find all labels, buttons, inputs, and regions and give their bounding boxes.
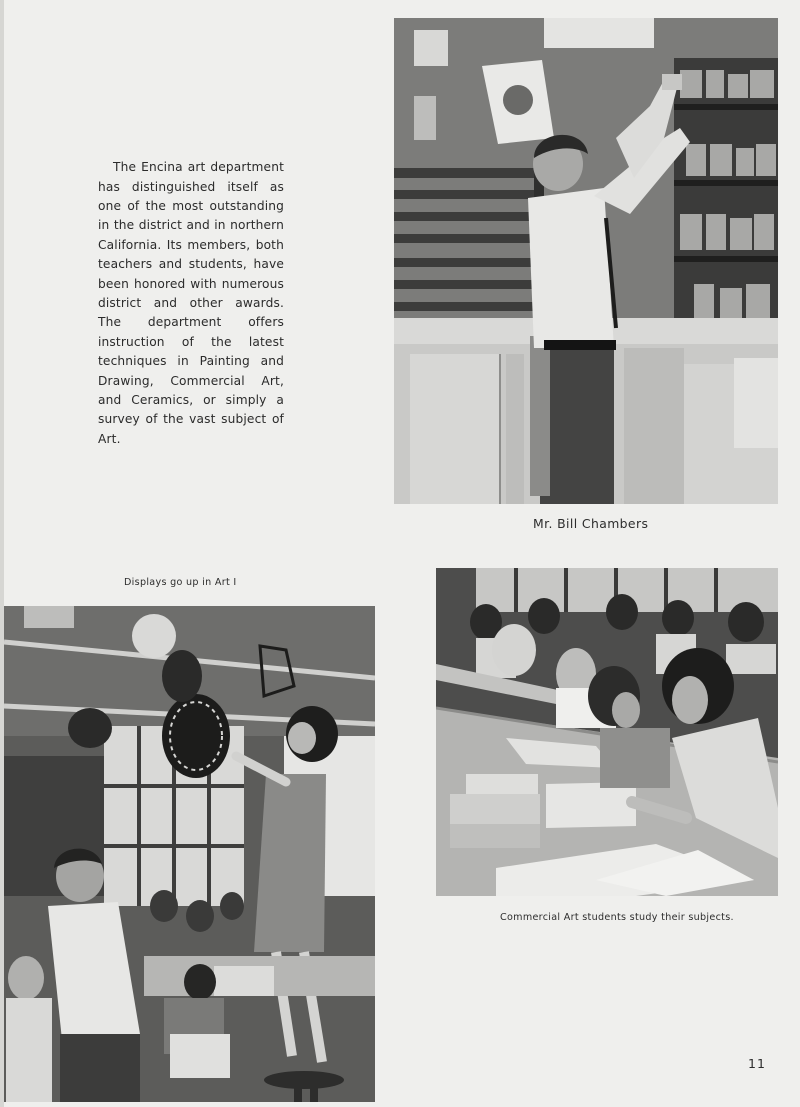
- caption-commercial: Commercial Art students study their subjects.: [500, 912, 734, 923]
- photo-teacher-at-shelves: [394, 18, 778, 504]
- photo-commercial-art-students: [436, 568, 778, 896]
- caption-displays: Displays go up in Art I: [124, 577, 237, 588]
- page-number: 11: [748, 1056, 766, 1071]
- caption-teacher: Mr. Bill Chambers: [533, 516, 649, 531]
- intro-paragraph: The Encina art department has distinguished itself as one of the most outstanding in the district and in northern California. Its members, both teachers and students, have been honored with numerous district and other awards. The department offers instruction of the latest techniques in Painting and Drawing, Commercial Art, and Ceramics, or simply a survey of the vast subject of Art.: [98, 160, 284, 446]
- photo-displays-art-class: [4, 606, 375, 1102]
